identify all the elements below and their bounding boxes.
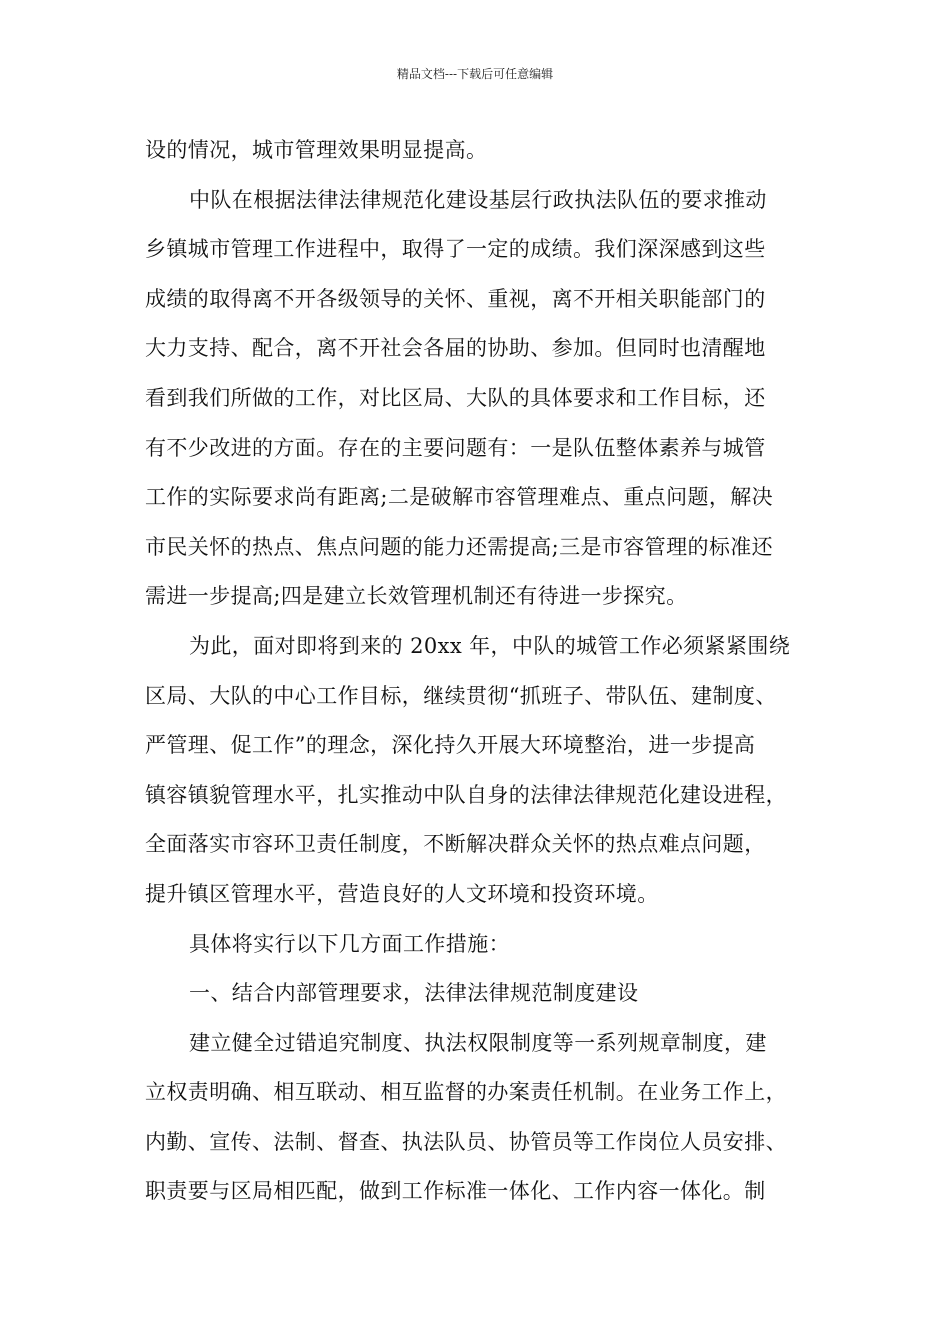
text-line: 中队在根据法律法律规范化建设基层行政执法队伍的要求推动	[189, 187, 767, 212]
page-header: 精品文档---下载后可任意编辑	[396, 67, 554, 81]
text-line: 立权责明确、相互联动、相互监督的办案责任机制。在业务工作上，	[145, 1080, 787, 1105]
text-line: 成绩的取得离不开各级领导的关怀、重视，离不开相关职能部门的	[145, 286, 766, 311]
text-line: 建立健全过错追究制度、执法权限制度等一系列规章制度，建	[189, 1030, 767, 1055]
text-line: 看到我们所做的工作，对比区局、大队的具体要求和工作目标，还	[145, 385, 766, 410]
text-line: 具体将实行以下几方面工作措施：	[189, 931, 510, 956]
text-line: 需进一步提高;四是建立长效管理机制还有待进一步探究。	[145, 584, 688, 609]
text-line: 大力支持、配合，离不开社会各届的协助、参加。但同时也清醒地	[145, 336, 766, 361]
text-line: 职责要与区局相匹配，做到工作标准一体化、工作内容一体化。制	[145, 1179, 766, 1204]
text-line: 有不少改进的方面。存在的主要问题有：一是队伍整体素养与城管	[145, 435, 766, 460]
section-heading: 一、结合内部管理要求，法律法律规范制度建设	[189, 981, 639, 1006]
text-line: 区局、大队的中心工作目标，继续贯彻“抓班子、带队伍、建制度、	[145, 683, 777, 708]
text-line: 为此，面对即将到来的 20xx 年，中队的城管工作必须紧紧围绕	[189, 633, 791, 658]
text-line: 提升镇区管理水平，营造良好的人文环境和投资环境。	[145, 881, 659, 906]
document-body	[145, 126, 835, 1217]
text-line: 严管理、促工作”的理念，深化持久开展大环境整治，进一步提高	[145, 733, 756, 758]
text-line: 镇容镇貌管理水平，扎实推动中队自身的法律法律规范化建设进程，	[145, 782, 787, 807]
text-line: 市民关怀的热点、焦点问题的能力还需提高;三是市容管理的标准还	[145, 534, 774, 559]
text-line: 工作的实际要求尚有距离;二是破解市容管理难点、重点问题，解决	[145, 485, 774, 510]
text-line: 全面落实市容环卫责任制度，不断解决群众关怀的热点难点问题，	[145, 832, 766, 857]
text-line: 设的情况，城市管理效果明显提高。	[145, 138, 488, 162]
text-line: 内勤、宣传、法制、督查、执法队员、协管员等工作岗位人员安排、	[145, 1129, 787, 1154]
text-line: 乡镇城市管理工作进程中，取得了一定的成绩。我们深深感到这些	[145, 237, 766, 262]
